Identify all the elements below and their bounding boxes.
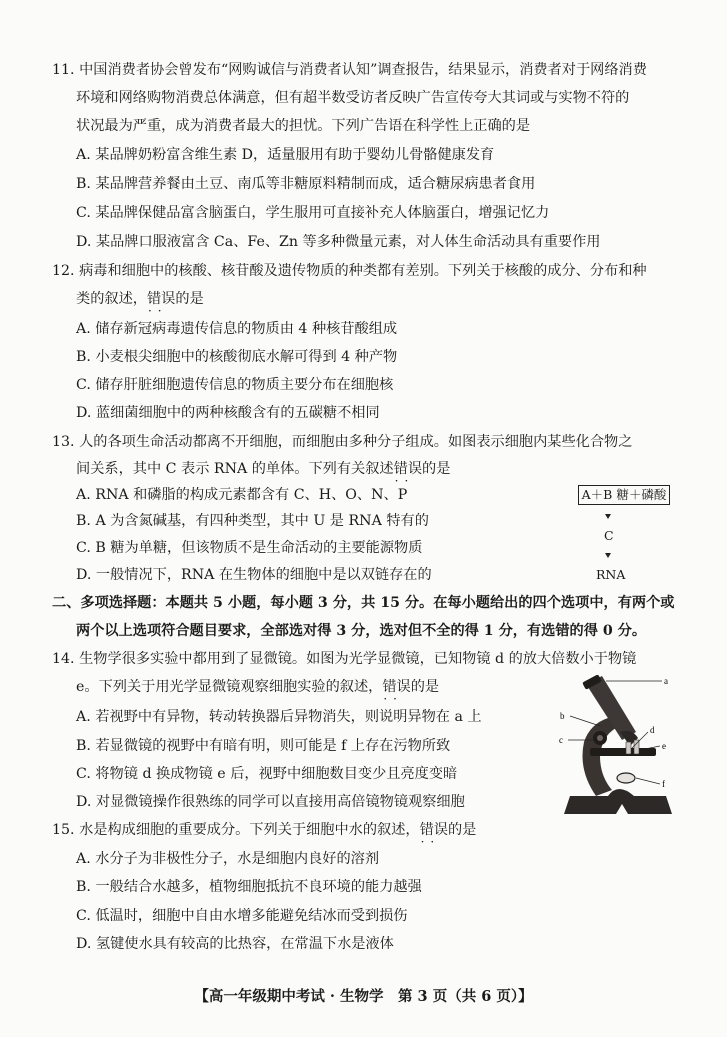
q13-option-b: B. A 为含氮碱基，有四种类型，其中 U 是 RNA 特有的 [76,513,429,529]
q11-option-d: D. 某品牌口服液富含 Ca、Fe、Zn 等多种微量元素，对人体生命活动具有重要作用 [76,234,601,250]
diagram-node-c: C [604,528,614,543]
q13-stem-line1: 13. 人的各项生命活动都离不开细胞，而细胞由多种分子组成。如图表示细胞内某些化合物之 [52,434,633,450]
q12-option-c: C. 储存肝脏细胞遗传信息的物质主要分布在细胞核 [76,377,394,393]
q11-stem-line3: 状况最为严重，成为消费者最大的担忧。下列广告语在科学性上正确的是 [76,118,531,134]
microscope-icon [556,672,676,822]
q13-option-c: C. B 糖为单糖，但该物质不是生命活动的主要能源物质 [76,540,423,556]
q11-option-c: C. 某品牌保健品富含脑蛋白，学生服用可直接补充人体脑蛋白，增强记忆力 [76,205,550,221]
q13-stem-line2: 间关系，其中 C 表示 RNA 的单体。下列有关叙述错误 ··的是 [76,459,450,479]
section2-heading-line2: 两个以上选项符合题目要求，全部选对得 3 分，选对但不全的得 1 分，有选错的得 0 分。 [76,623,647,639]
q13-option-d: D. 一般情况下，RNA 在生物体的细胞中是以双链存在的 [76,567,432,583]
q14-stem-line2: e。下列关于用光学显微镜观察细胞实验的叙述，错误 ··的是 [76,677,439,697]
q15-stem-line1: 15. 水是构成细胞的重要成分。下列关于细胞中水的叙述，错误 ··的是 [52,820,476,840]
q15-option-d: D. 氢键使水具有较高的比热容，在常温下水是液体 [76,936,394,952]
q11-stem-line2: 环境和网络购物消费总体满意，但有超半数受访者反映广告宣传夸大其词或与实物不符的 [76,90,630,106]
q15-option-a: A. 水分子为非极性分子，水是细胞内良好的溶剂 [76,851,380,867]
q12-option-b: B. 小麦根尖细胞中的核酸彻底水解可得到 4 种产物 [76,349,398,365]
label-a: a [664,676,668,686]
arrow-down-icon [605,553,611,558]
q14-stem-line1: 14. 生物学很多实验中都用到了显微镜。如图为光学显微镜，已知物镜 d 的放大倍数小于物镜 [52,651,637,667]
q15-option-c: C. 低温时，细胞中自由水增多能避免结冰而受到损伤 [76,908,408,924]
diagram-box-a-b-phosphate: A＋B 糖＋磷酸 [578,485,670,505]
q13-option-a: A. RNA 和磷脂的构成元素都含有 C、H、O、N、P [76,487,408,503]
page-footer: 【高一年级期中考试 · 生物学 第 3 页（共 6 页）】 [194,988,533,1005]
q15-option-b: B. 一般结合水越多，植物细胞抵抗不良环境的能力越强 [76,879,422,895]
q11-option-a: A. 某品牌奶粉富含维生素 D，适量服用有助于婴幼儿骨骼健康发育 [76,147,495,163]
q14-option-b: B. 若显微镜的视野中有暗有明，则可能是 f 上存在污物所致 [76,738,451,754]
q12-option-d: D. 蓝细菌细胞中的两种核酸含有的五碳糖不相同 [76,405,380,421]
q14-option-a: A. 若视野中有异物，转动转换器后异物消失，则说明异物在 a 上 [76,709,482,725]
emphasis-mark: 错误 ·· [394,461,422,477]
label-f: f [662,779,665,789]
q14-option-d: D. 对显微镜操作很熟练的同学可以直接用高倍镜物镜观察细胞 [76,794,465,810]
label-b: b [560,711,565,721]
diagram-node-rna: RNA [596,567,626,582]
emphasis-mark: 错误 ·· [147,291,175,307]
q11-stem-line1: 11. 中国消费者协会曾发布“网购诚信与消费者认知”调查报告，结果显示，消费者对于网络消费 [52,62,647,78]
q11-option-b: B. 某品牌营养餐由土豆、南瓜等非糖原料精制而成，适合糖尿病患者食用 [76,176,536,192]
arrow-down-icon [605,514,611,519]
emphasis-mark: 错误 ·· [382,679,410,695]
section2-heading-line1: 二、多项选择题：本题共 5 小题，每小题 3 分，共 15 分。在每小题给出的四个选项中，有两个或 [52,595,675,611]
q12-stem-line2: 类的叙述，错误 ··的是 [76,289,204,309]
label-c: c [559,735,563,745]
label-d: d [650,725,655,735]
q12-stem-line1: 12. 病毒和细胞中的核酸、核苷酸及遗传物质的种类都有差别。下列关于核酸的成分、分布和种 [52,263,647,279]
label-e: e [662,741,666,751]
emphasis-mark: 错误 ·· [420,822,448,838]
q14-option-c: C. 将物镜 d 换成物镜 e 后，视野中细胞数目变少且亮度变暗 [76,766,458,782]
q12-option-a: A. 储存新冠病毒遗传信息的物质由 4 种核苷酸组成 [76,321,398,337]
